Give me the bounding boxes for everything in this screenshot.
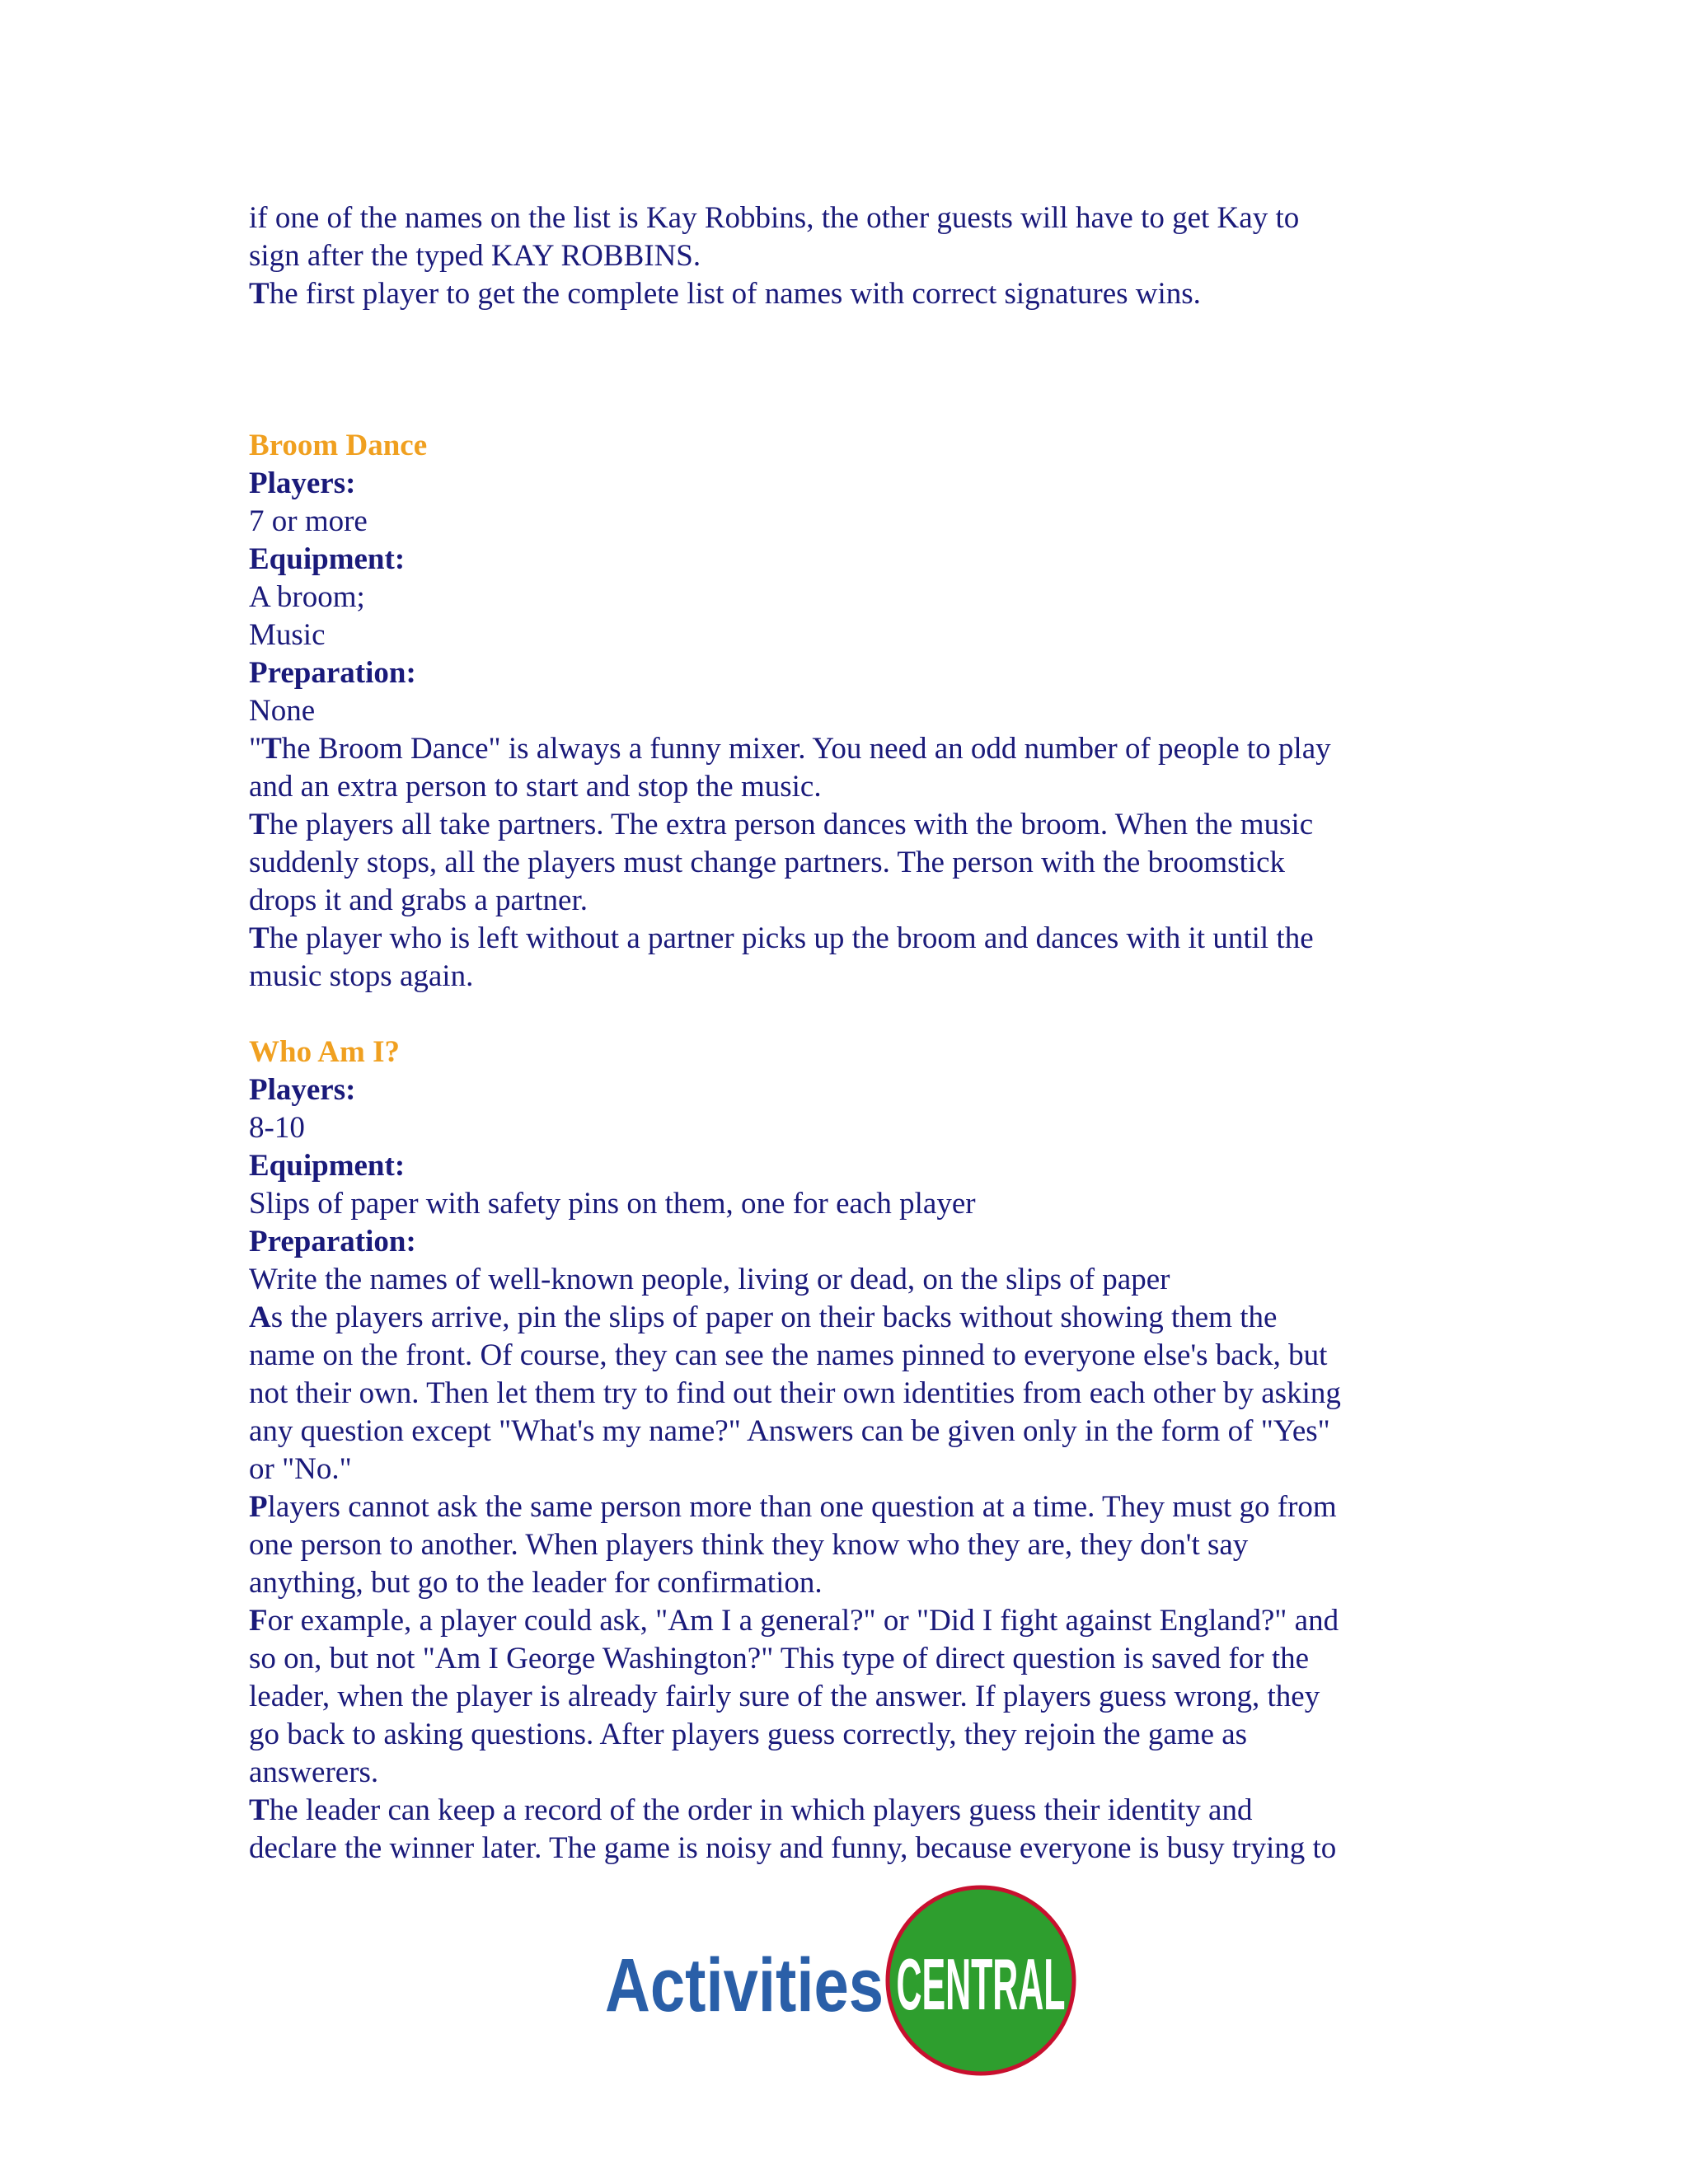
equipment-label: Equipment: xyxy=(249,1149,406,1183)
logo-graphic xyxy=(602,1887,1088,2085)
paragraph-line: go back to asking questions. After players guess correctly, they rejoin the game as xyxy=(249,1718,1248,1751)
preparation-label: Preparation: xyxy=(249,656,416,690)
paragraph-text: layers cannot ask the same person more than one question at a time. They must go from xyxy=(267,1490,1337,1524)
paragraph-line: answerers. xyxy=(249,1755,379,1789)
equipment-label: Equipment: xyxy=(249,542,406,576)
paragraph-text: he Broom Dance" is always a funny mixer. You need an odd number of people to play xyxy=(281,732,1331,766)
section-title-who-am-i: Who Am I? xyxy=(249,1035,400,1069)
players-value: 7 or more xyxy=(249,504,368,538)
paragraph-line: music stops again. xyxy=(249,959,474,993)
paragraph-line: so on, but not "Am I George Washington?" This type of direct question is saved for the xyxy=(249,1642,1310,1675)
paragraph-line: one person to another. When players think they know who they are, they don't say xyxy=(249,1528,1249,1562)
drop-letter: T xyxy=(249,1793,270,1827)
section-title-broom-dance: Broom Dance xyxy=(249,429,428,462)
drop-letter: A xyxy=(249,1301,271,1334)
logo-word-central: CENTRAL xyxy=(896,1943,1066,2025)
intro-line-1: if one of the names on the list is Kay Robbins, the other guests will have to get Kay to xyxy=(249,201,1300,235)
paragraph-line: anything, but go to the leader for confirmation. xyxy=(249,1566,823,1600)
paragraph-line: or "No." xyxy=(249,1452,352,1486)
paragraph-line xyxy=(249,920,1452,958)
intro-line-2: sign after the typed KAY ROBBINS. xyxy=(249,239,701,273)
drop-letter: T xyxy=(249,808,270,841)
paragraph-line: and an extra person to start and stop the music. xyxy=(249,770,822,804)
paragraph-line: suddenly stops, all the players must change partners. The person with the broomstick xyxy=(249,846,1286,879)
intro-closing xyxy=(249,275,1452,313)
equipment-item: A broom; xyxy=(249,580,365,614)
paragraph-line: declare the winner later. The game is noisy and funny, because everyone is busy trying to xyxy=(249,1831,1337,1865)
quote-mark: " xyxy=(249,732,262,766)
preparation-value: None xyxy=(249,694,316,728)
players-value: 8-10 xyxy=(249,1111,305,1145)
drop-letter: F xyxy=(249,1604,268,1638)
drop-letter: P xyxy=(249,1490,268,1524)
paragraph-line xyxy=(249,806,1452,844)
intro-closing-text: he first player to get the complete list of names with correct signatures wins. xyxy=(269,277,1201,311)
paragraph-line xyxy=(249,730,1452,768)
spacer xyxy=(249,996,1452,1033)
players-label: Players: xyxy=(249,466,356,500)
paragraph-line: drops it and grabs a partner. xyxy=(249,883,588,917)
equipment-item: Music xyxy=(249,618,326,652)
paragraph-line xyxy=(249,1299,1452,1337)
paragraph-text: he players all take partners. The extra person dances with the broom. When the music xyxy=(269,808,1314,841)
players-label: Players: xyxy=(249,1073,356,1107)
preparation-label: Preparation: xyxy=(249,1225,416,1258)
drop-letter: T xyxy=(249,277,270,311)
drop-letter: T xyxy=(261,732,282,766)
paragraph-text: he leader can keep a record of the order in which players guess their identity and xyxy=(269,1793,1253,1827)
spacer xyxy=(249,389,1452,427)
paragraph-line: leader, when the player is already fairly sure of the answer. If players guess wrong, they xyxy=(249,1680,1320,1713)
page-content xyxy=(249,199,1452,1868)
paragraph-text: he player who is left without a partner picks up the broom and dances with it until the xyxy=(269,921,1314,955)
paragraph-line: name on the front. Of course, they can see the names pinned to everyone else's back, but xyxy=(249,1338,1328,1372)
paragraph-line: any question except "What's my name?" Answers can be given only in the form of "Yes" xyxy=(249,1414,1330,1448)
paragraph-line xyxy=(249,1792,1452,1830)
spacer xyxy=(249,313,1452,389)
equipment-value: Slips of paper with safety pins on them, one for each player xyxy=(249,1187,976,1221)
paragraph-text: or example, a player could ask, "Am I a general?" or "Did I fight against England?" and xyxy=(267,1604,1339,1638)
activities-central-logo xyxy=(602,1887,1088,2085)
drop-letter: T xyxy=(249,921,270,955)
paragraph-line xyxy=(249,1602,1452,1640)
paragraph-text: s the players arrive, pin the slips of paper on their backs without showing them the xyxy=(270,1301,1278,1334)
paragraph-line xyxy=(249,1488,1452,1526)
logo-word-activities: Activities xyxy=(605,1943,884,2027)
preparation-value: Write the names of well-known people, living or dead, on the slips of paper xyxy=(249,1263,1170,1296)
paragraph-line: not their own. Then let them try to find out their own identities from each other by asking xyxy=(249,1376,1341,1410)
